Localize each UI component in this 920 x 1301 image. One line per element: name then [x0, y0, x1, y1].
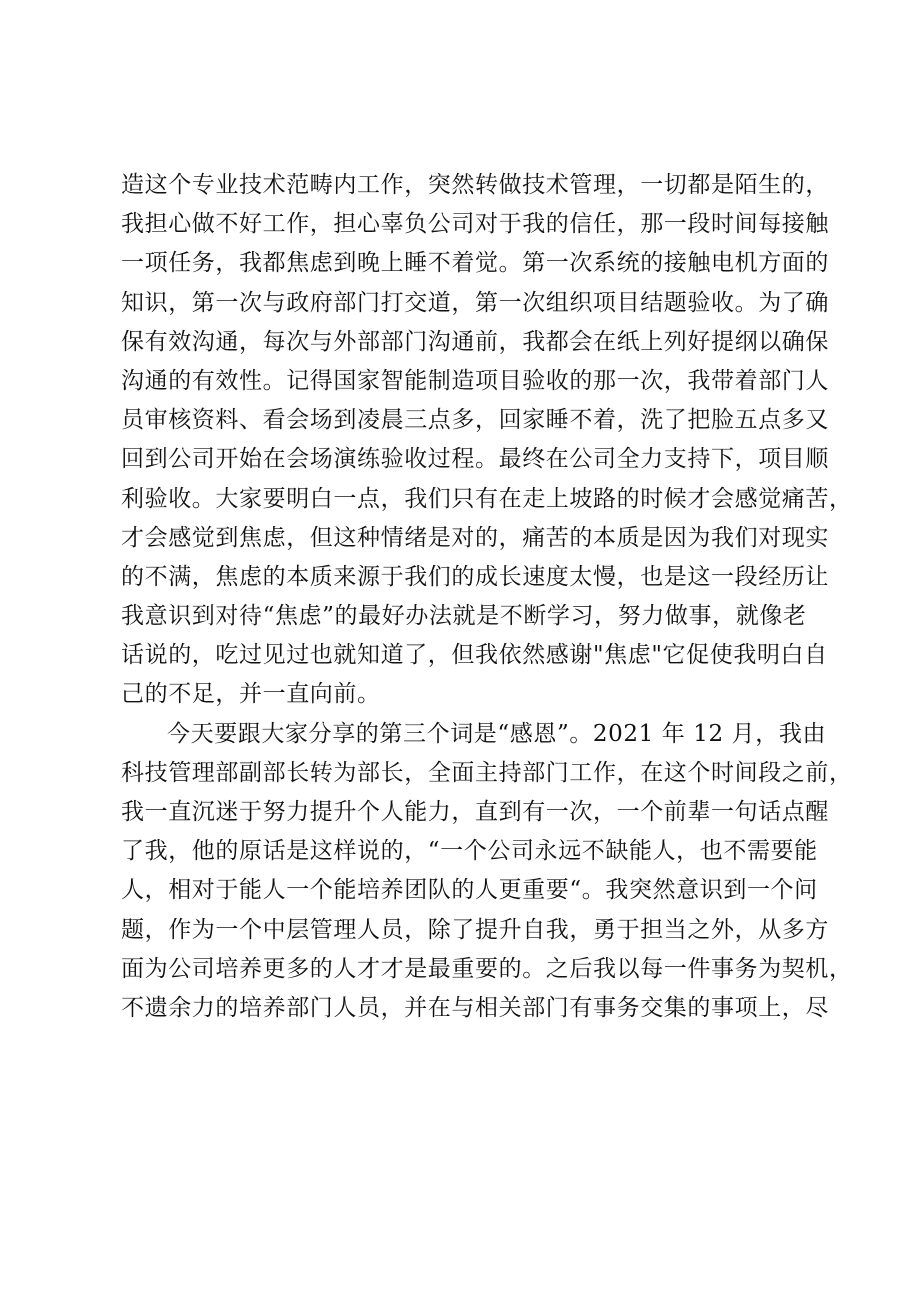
text-line: 话说的，吃过见过也就知道了，但我依然感谢"焦虑"它促使我明白自	[121, 642, 828, 669]
text-line: 我意识到对待“焦虑”的最好办法就是不断学习，努力做事，就像老	[121, 603, 807, 630]
paragraph-1	[121, 166, 853, 715]
text-line: 己的不足，并一直向前。	[121, 681, 381, 708]
text-line: 不遗余力的培养部门人员，并在与相关部门有事务交集的事项上，尽	[121, 994, 829, 1021]
text-line: 造这个专业技术范畴内工作，突然转做技术管理，一切都是陌生的，	[121, 172, 829, 198]
text-line: 知识，第一次与政府部门打交道，第一次组织项目结题验收。为了确	[121, 289, 829, 316]
text-line: 保有效沟通，每次与外部部门沟通前，我都会在纸上列好提纲以确保	[121, 328, 829, 355]
text-line: 了我，他的原话是这样说的，“一个公司永远不缺能人，也不需要能	[121, 838, 818, 865]
text-line: 人，相对于能人一个能培养团队的人更重要“。我突然意识到一个问	[121, 877, 818, 904]
text-line: 题，作为一个中层管理人员，除了提升自我，勇于担当之外，从多方	[121, 916, 829, 943]
document-body	[121, 166, 853, 1028]
text-line: 沟通的有效性。记得国家智能制造项目验收的那一次，我带着部门人	[121, 367, 829, 394]
text-line: 今天要跟大家分享的第三个词是“感恩”。2021 年 12 月，我由	[167, 720, 827, 747]
text-line: 回到公司开始在会场演练验收过程。最终在公司全力支持下，项目顺	[121, 446, 829, 473]
text-line: 员审核资料、看会场到凌晨三点多，回家睡不着，洗了把脸五点多又	[121, 407, 829, 434]
text-line: 我担心做不好工作，担心辜负公司对于我的信任，那一段时间每接触	[121, 211, 829, 238]
text-line: 科技管理部副部长转为部长，全面主持部门工作，在这个时间段之前，	[121, 759, 853, 786]
paragraph-2	[121, 715, 853, 1029]
text-line: 我一直沉迷于努力提升个人能力，直到有一次，一个前辈一句话点醒	[121, 799, 829, 825]
text-line: 才会感觉到焦虑，但这种情绪是对的，痛苦的本质是因为我们对现实	[121, 524, 829, 551]
text-line: 的不满，焦虑的本质来源于我们的成长速度太慢，也是这一段经历让	[121, 563, 829, 590]
text-line: 一项任务，我都焦虑到晚上睡不着觉。第一次系统的接触电机方面的	[121, 250, 829, 277]
text-line: 利验收。大家要明白一点，我们只有在走上坡路的时候才会感觉痛苦，	[121, 485, 853, 512]
text-line: 面为公司培养更多的人才才是最重要的。之后我以每一件事务为契机，	[121, 955, 853, 982]
